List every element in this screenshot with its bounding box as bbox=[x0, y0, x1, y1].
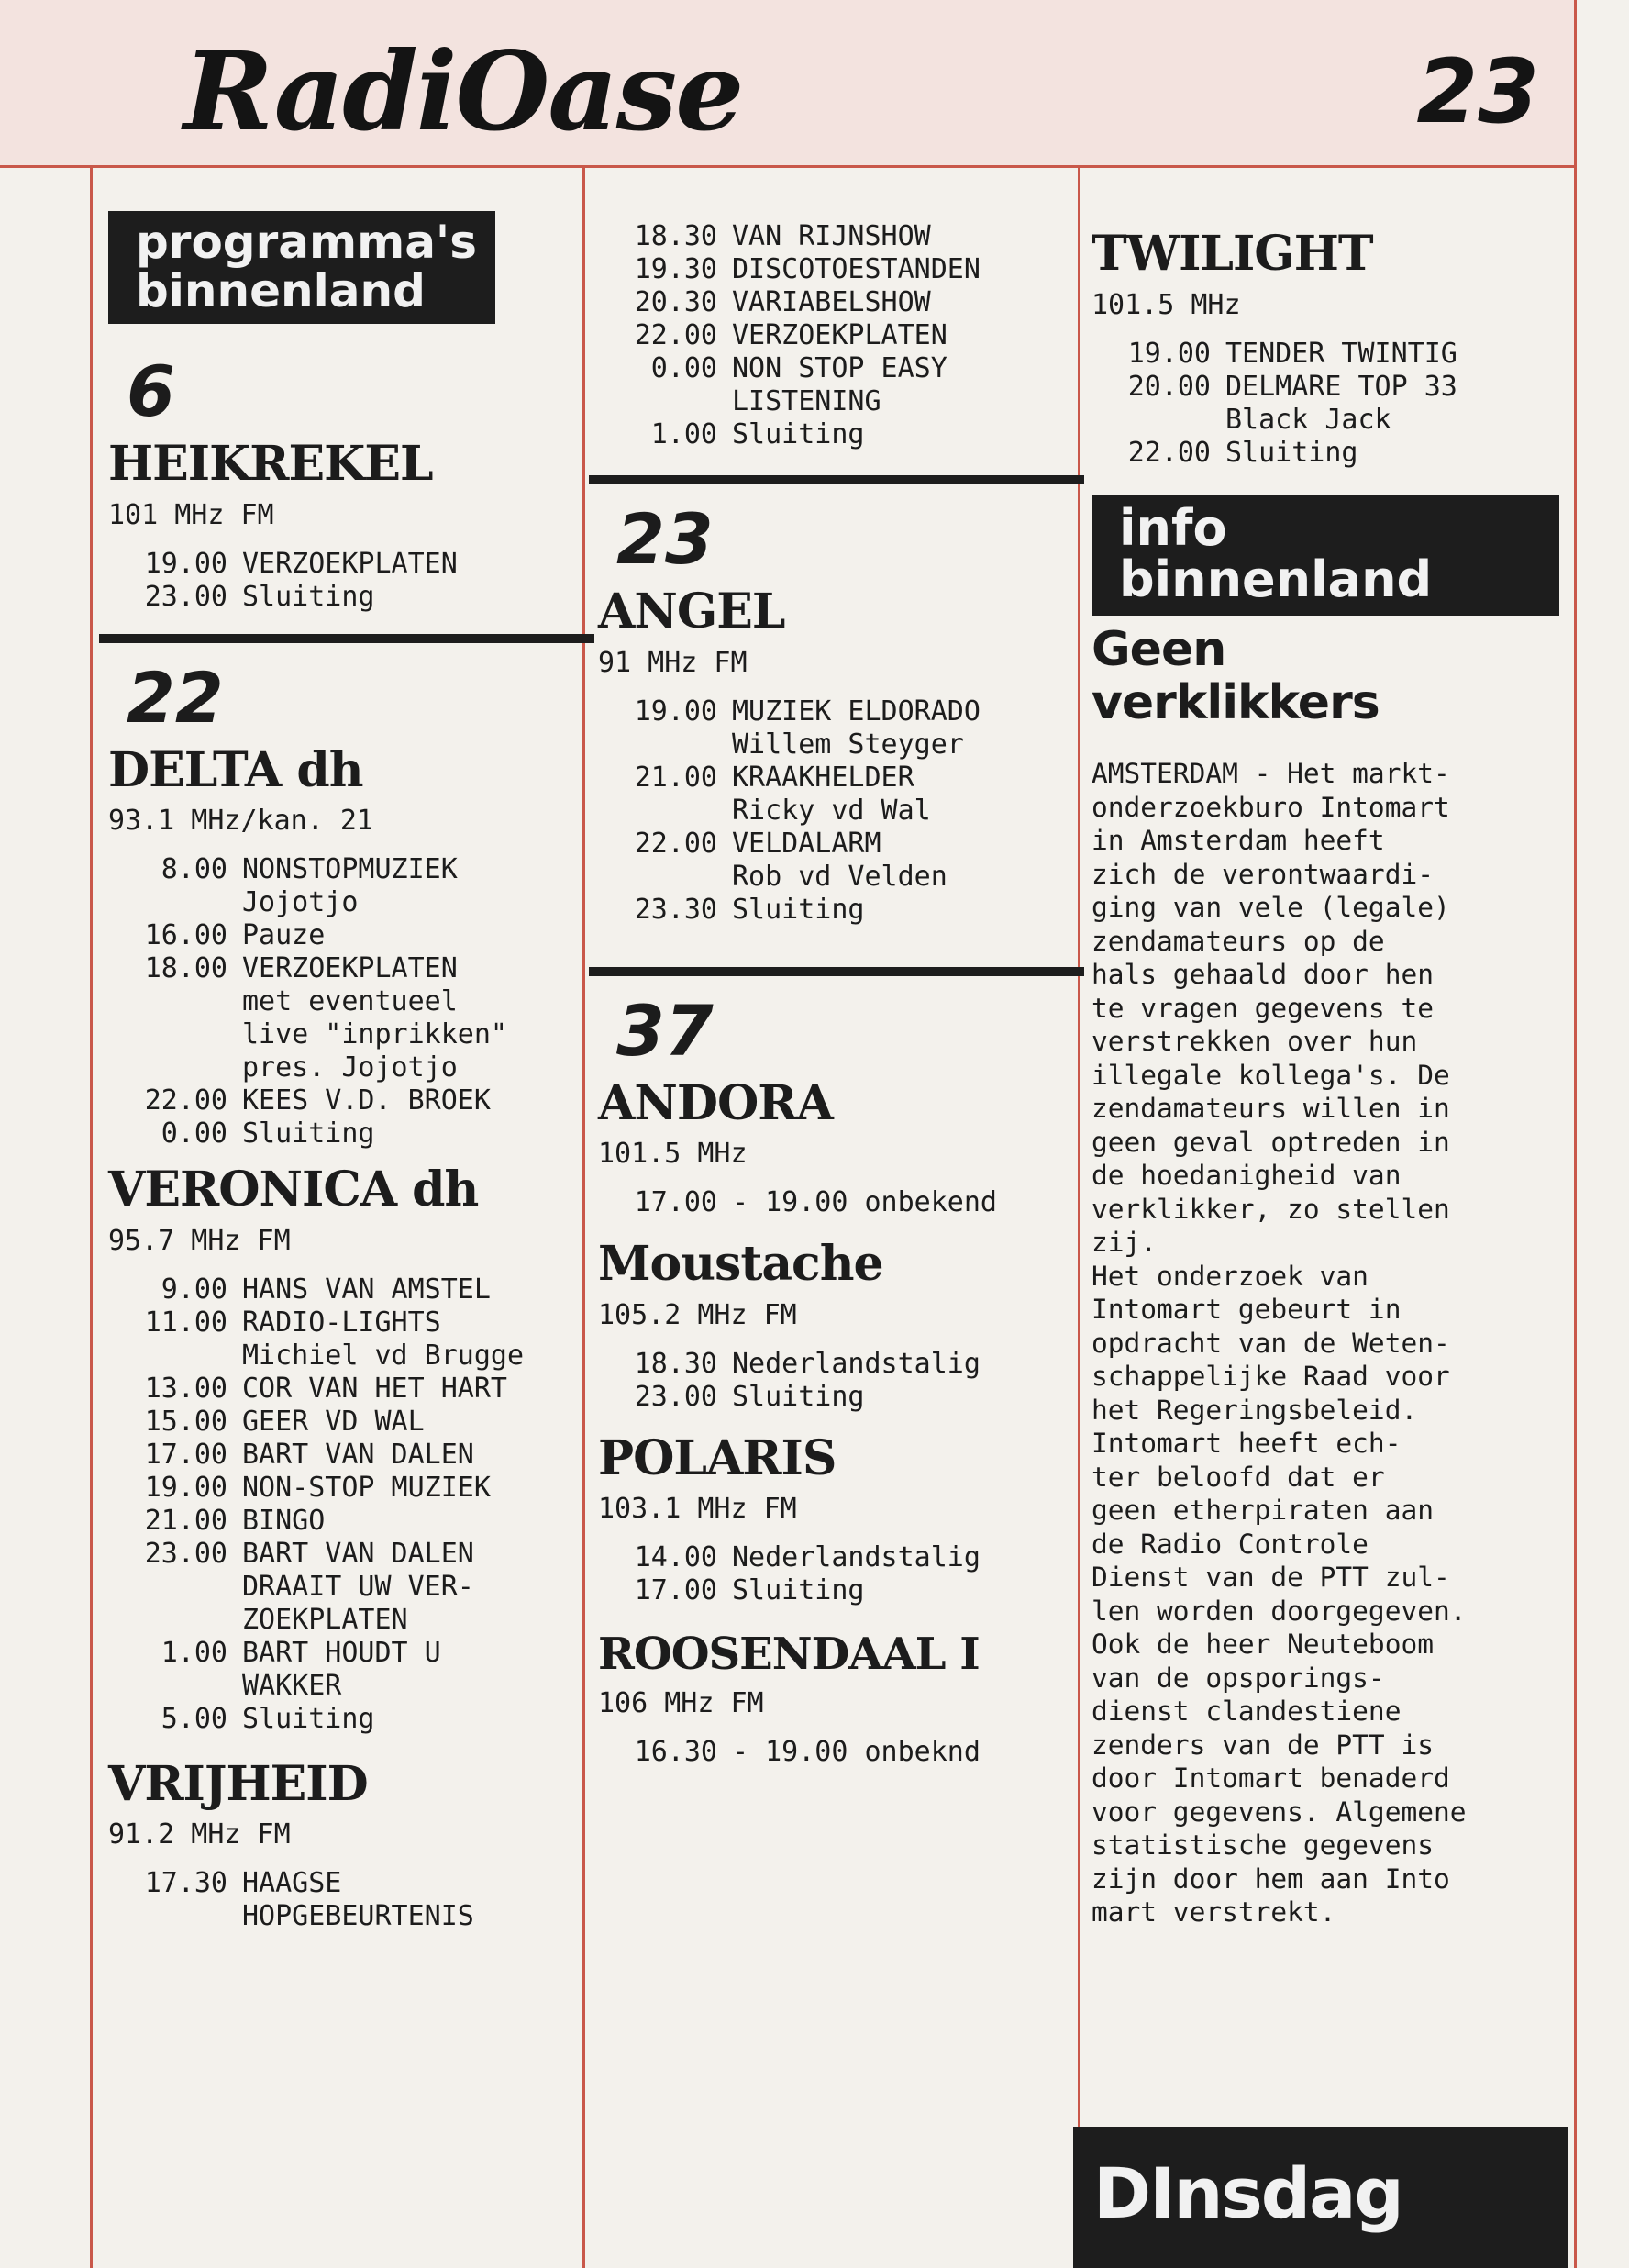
schedule-time: 23.00 bbox=[634, 1380, 717, 1413]
station-heikrekel bbox=[108, 436, 585, 614]
page-number: 23 bbox=[1416, 40, 1539, 143]
schedule-row bbox=[108, 1637, 585, 1703]
schedule-time: 18.00 bbox=[144, 952, 227, 985]
schedule-time: 17.00 bbox=[144, 1438, 227, 1471]
page-header bbox=[0, 0, 1576, 168]
schedule-program: Sluiting bbox=[732, 1574, 865, 1607]
schedule-row bbox=[598, 828, 1075, 894]
schedule-program: VELDALARM Rob vd Velden bbox=[732, 827, 947, 893]
schedule-row bbox=[598, 1381, 1075, 1414]
column-3 bbox=[1092, 224, 1559, 1929]
schedule-row bbox=[108, 1867, 585, 1933]
section-divider bbox=[589, 967, 1084, 976]
schedule-row bbox=[108, 952, 585, 1084]
station-name: Moustache bbox=[598, 1236, 883, 1293]
schedule-time: 1.00 bbox=[650, 418, 717, 450]
section-label-line: binnenland bbox=[1119, 550, 1433, 609]
schedule-program: - 19.00 onbeknd bbox=[732, 1735, 981, 1768]
group-number-22: 22 bbox=[127, 656, 224, 739]
schedule-time: 22.00 bbox=[1127, 436, 1211, 469]
schedule-time: 19.30 bbox=[634, 253, 717, 285]
schedule-row bbox=[598, 762, 1075, 828]
schedule-time: 14.00 bbox=[634, 1541, 717, 1574]
schedule-program: DELMARE TOP 33 Black Jack bbox=[1225, 370, 1457, 436]
station-frequency: 95.7 MHz FM bbox=[108, 1224, 291, 1257]
schedule-program: NON-STOP MUZIEK bbox=[242, 1471, 491, 1504]
article-body: AMSTERDAM - Het markt- onderzoekburo Intomart in Amsterdam heeft zich de verontwaardi- ging van vele (legale) zendamateurs op de hals gehaald door hen te vragen gegevens te verstrekken over hun illegale kollega's. De zendamateurs willen in geen geval optreden in de hoedanigheid van verklikker, zo stellen zij. Het onderzoek van Intomart gebeurt in opdracht van de Weten- schappelijke Raad voor het Regeringsbeleid. Intomart heeft ech- ter beloofd dat er geen etherpiraten aan de Radio Controle Dienst van de PTT zul- len worden doorgegeven. Ook de heer Neuteboom van de opsporings- dienst clandestiene zenders van de PTT is door Intomart benaderd voor gegevens. Algemene statistische gegevens zijn door hem aan Into mart verstrekt. bbox=[1092, 758, 1467, 1929]
schedule-time: 17.30 bbox=[144, 1867, 227, 1900]
schedule-row bbox=[1092, 437, 1559, 470]
station-frequency: 91.2 MHz FM bbox=[108, 1818, 291, 1851]
schedule-program: Sluiting bbox=[242, 1702, 375, 1735]
schedule-program: DISCOTOESTANDEN bbox=[732, 253, 981, 285]
schedule-program: BART VAN DALEN bbox=[242, 1438, 474, 1471]
schedule-row bbox=[108, 548, 585, 581]
schedule-program: Sluiting bbox=[732, 418, 865, 450]
schedule-time: 21.00 bbox=[634, 761, 717, 794]
schedule-row bbox=[108, 1373, 585, 1406]
schedule-row bbox=[598, 1348, 1075, 1381]
schedule-time: 17.00 bbox=[634, 1186, 717, 1219]
schedule-row bbox=[598, 1736, 1075, 1769]
station-frequency: 103.1 MHz FM bbox=[598, 1493, 797, 1526]
schedule-program: KRAAKHELDER Ricky vd Wal bbox=[732, 761, 931, 827]
station-name: VERONICA dh bbox=[108, 1162, 479, 1218]
schedule-program: Pauze bbox=[242, 919, 326, 952]
schedule-time: 9.00 bbox=[161, 1273, 227, 1306]
frame-line-left bbox=[90, 168, 93, 2268]
station-andora bbox=[598, 1074, 1075, 1220]
schedule-program: TENDER TWINTIG bbox=[1225, 337, 1457, 370]
section-label-line: binnenland bbox=[136, 263, 426, 317]
schedule-row bbox=[108, 581, 585, 614]
station-twilight bbox=[1092, 226, 1559, 470]
schedule-time: 22.00 bbox=[634, 827, 717, 860]
headline-line: verklikkers bbox=[1092, 675, 1380, 731]
schedule-row bbox=[108, 1273, 585, 1306]
schedule-program: HAAGSE HOPGEBEURTENIS bbox=[242, 1867, 474, 1933]
schedule-row bbox=[108, 919, 585, 952]
section-label-info bbox=[1092, 495, 1559, 616]
station-name: DELTA dh bbox=[108, 741, 363, 798]
station-moustache bbox=[598, 1236, 1075, 1414]
station-vrijheid bbox=[108, 1755, 585, 1934]
schedule-program: BART HOUDT U WAKKER bbox=[242, 1636, 441, 1702]
schedule-row bbox=[598, 894, 1075, 927]
station-frequency: 101 MHz FM bbox=[108, 498, 274, 531]
schedule-time: 8.00 bbox=[161, 853, 227, 886]
schedule-row bbox=[598, 253, 1075, 286]
article-headline bbox=[1092, 623, 1559, 729]
masthead-logo: RadiOase bbox=[183, 28, 743, 155]
group-number-6: 6 bbox=[127, 350, 175, 432]
schedule-row bbox=[108, 1472, 585, 1505]
schedule-row bbox=[598, 319, 1075, 352]
schedule-time: 20.30 bbox=[634, 286, 717, 318]
station-frequency: 101.5 MHz bbox=[598, 1138, 748, 1171]
group-number-23: 23 bbox=[616, 498, 714, 580]
schedule-time: 23.00 bbox=[144, 1537, 227, 1570]
schedule-program: VARIABELSHOW bbox=[732, 286, 931, 318]
station-delta bbox=[108, 741, 585, 1151]
schedule-row bbox=[598, 352, 1075, 418]
schedule-program: VERZOEKPLATEN met eventueel live "inprikken" pres. Jojotjo bbox=[242, 952, 507, 1084]
schedule-row bbox=[598, 418, 1075, 451]
station-frequency: 105.2 MHz FM bbox=[598, 1298, 797, 1331]
schedule-row bbox=[1092, 371, 1559, 437]
station-polaris bbox=[598, 1429, 1075, 1608]
schedule-time: 16.00 bbox=[144, 919, 227, 952]
station-frequency: 101.5 MHz bbox=[1092, 288, 1241, 321]
schedule-program: RADIO-LIGHTS Michiel vd Brugge bbox=[242, 1306, 525, 1372]
schedule-program: VERZOEKPLATEN bbox=[242, 547, 458, 580]
schedule-time: 1.00 bbox=[161, 1636, 227, 1669]
schedule-time: 19.00 bbox=[144, 1471, 227, 1504]
station-frequency: 106 MHz FM bbox=[598, 1686, 764, 1719]
station-roosendaal bbox=[598, 1631, 1075, 1768]
schedule-continuation bbox=[598, 220, 1075, 451]
schedule-program: Nederlandstalig bbox=[732, 1347, 981, 1380]
schedule-time: 22.00 bbox=[144, 1084, 227, 1117]
section-label-programmas bbox=[108, 211, 495, 324]
schedule-row bbox=[1092, 338, 1559, 371]
schedule-program: VERZOEKPLATEN bbox=[732, 319, 947, 351]
schedule-program: HANS VAN AMSTEL bbox=[242, 1273, 491, 1306]
schedule-time: 18.30 bbox=[634, 220, 717, 252]
station-name: POLARIS bbox=[598, 1429, 837, 1486]
schedule-program: NONSTOPMUZIEK Jojotjo bbox=[242, 853, 458, 919]
schedule-program: VAN RIJNSHOW bbox=[732, 220, 931, 252]
schedule-row bbox=[108, 1406, 585, 1439]
section-divider bbox=[589, 475, 1084, 484]
station-angel bbox=[598, 584, 1075, 927]
schedule-time: 17.00 bbox=[634, 1574, 717, 1607]
schedule-program: BART VAN DALEN DRAAIT UW VER- ZOEKPLATEN bbox=[242, 1537, 474, 1636]
headline-line: Geen bbox=[1092, 621, 1226, 677]
schedule-row bbox=[108, 853, 585, 919]
schedule-row bbox=[108, 1505, 585, 1538]
schedule-row bbox=[108, 1703, 585, 1736]
schedule-time: 0.00 bbox=[650, 352, 717, 384]
schedule-program: Sluiting bbox=[1225, 436, 1358, 469]
column-1 bbox=[108, 211, 585, 1933]
schedule-row bbox=[108, 1538, 585, 1637]
schedule-program: Sluiting bbox=[732, 893, 865, 926]
schedule-program: Sluiting bbox=[242, 580, 375, 613]
schedule-row bbox=[598, 695, 1075, 762]
schedule-program: NON STOP EASY LISTENING bbox=[732, 352, 947, 417]
schedule-program: Nederlandstalig bbox=[732, 1541, 981, 1574]
schedule-program: Sluiting bbox=[732, 1380, 865, 1413]
station-name: ANDORA bbox=[598, 1074, 833, 1131]
schedule-time: 23.00 bbox=[144, 580, 227, 613]
schedule-row bbox=[108, 1439, 585, 1472]
schedule-row bbox=[598, 1574, 1075, 1607]
schedule-time: 0.00 bbox=[161, 1117, 227, 1151]
column-2 bbox=[598, 220, 1075, 1769]
schedule-time: 5.00 bbox=[161, 1702, 227, 1735]
station-name: ROOSENDAAL I bbox=[598, 1629, 980, 1681]
frame-line-right bbox=[1574, 0, 1577, 2268]
schedule-time: 20.00 bbox=[1127, 370, 1211, 403]
station-name: HEIKREKEL bbox=[108, 436, 433, 492]
schedule-program: GEER VD WAL bbox=[242, 1405, 425, 1438]
schedule-row bbox=[108, 1306, 585, 1373]
station-name: VRIJHEID bbox=[108, 1755, 368, 1812]
schedule-program: BINGO bbox=[242, 1504, 326, 1537]
schedule-time: 19.00 bbox=[144, 547, 227, 580]
station-name: ANGEL bbox=[598, 584, 785, 639]
section-label-line: info bbox=[1119, 498, 1227, 557]
schedule-time: 13.00 bbox=[144, 1372, 227, 1405]
station-frequency: 91 MHz FM bbox=[598, 646, 748, 679]
schedule-row bbox=[598, 220, 1075, 253]
schedule-row bbox=[108, 1117, 585, 1151]
schedule-row bbox=[598, 1541, 1075, 1574]
schedule-time: 15.00 bbox=[144, 1405, 227, 1438]
group-number-37: 37 bbox=[616, 989, 714, 1072]
schedule-row bbox=[598, 1186, 1075, 1219]
schedule-program: - 19.00 onbekend bbox=[732, 1186, 997, 1219]
station-name: TWILIGHT bbox=[1092, 226, 1373, 282]
station-veronica bbox=[108, 1162, 585, 1736]
section-label-line: programma's bbox=[136, 216, 477, 269]
schedule-program: KEES V.D. BROEK bbox=[242, 1084, 491, 1117]
schedule-time: 21.00 bbox=[144, 1504, 227, 1537]
schedule-program: MUZIEK ELDORADO Willem Steyger bbox=[732, 695, 981, 761]
section-divider bbox=[99, 634, 594, 643]
schedule-time: 22.00 bbox=[634, 319, 717, 351]
schedule-row bbox=[598, 286, 1075, 319]
schedule-time: 18.30 bbox=[634, 1347, 717, 1380]
schedule-time: 23.30 bbox=[634, 893, 717, 926]
schedule-time: 19.00 bbox=[1127, 337, 1211, 370]
schedule-row bbox=[108, 1084, 585, 1117]
schedule-time: 11.00 bbox=[144, 1306, 227, 1339]
schedule-program: Sluiting bbox=[242, 1117, 375, 1151]
schedule-time: 16.30 bbox=[634, 1735, 717, 1768]
schedule-program: COR VAN HET HART bbox=[242, 1372, 507, 1405]
schedule-time: 19.00 bbox=[634, 695, 717, 728]
station-frequency: 93.1 MHz/kan. 21 bbox=[108, 805, 373, 838]
day-label-dinsdag: DInsdag bbox=[1073, 2127, 1568, 2268]
